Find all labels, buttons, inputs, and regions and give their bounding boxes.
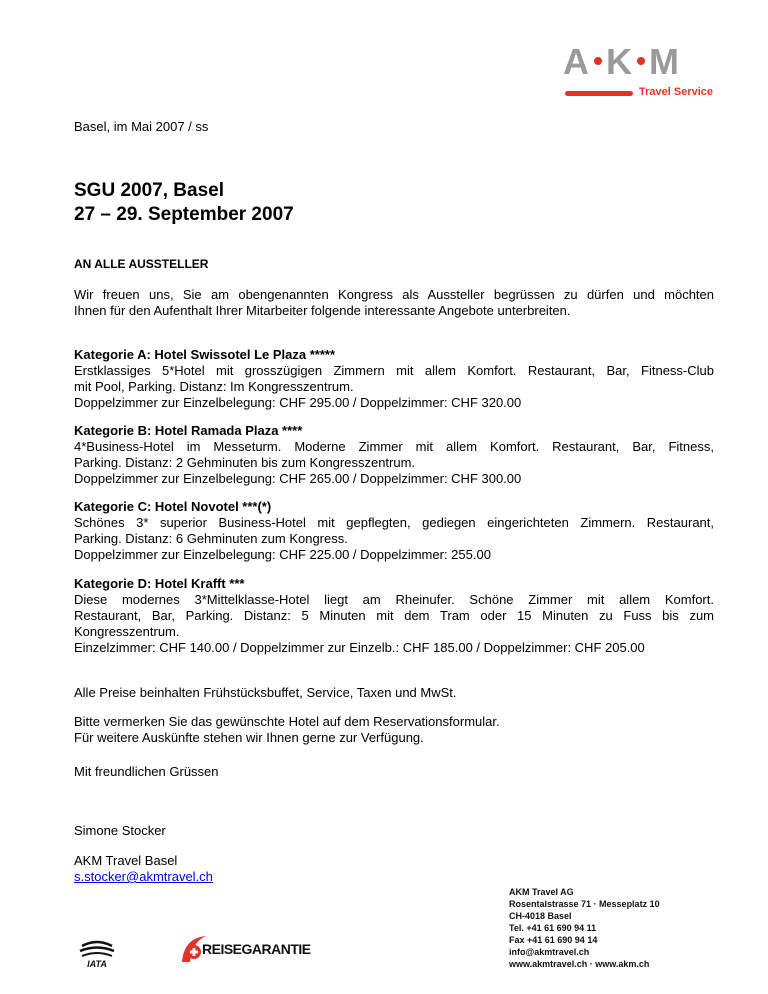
dateline: Basel, im Mai 2007 / ss: [74, 119, 209, 134]
logo-dot: [637, 57, 645, 65]
category-a: [74, 347, 714, 411]
footer-city: CH-4018 Basel: [509, 911, 572, 921]
intro-paragraph: [74, 287, 714, 319]
signature-company: AKM Travel Basel: [74, 853, 178, 868]
page-title: [74, 179, 294, 227]
category-d: [74, 576, 714, 656]
reisegarantie-label: REISEGARANTIE: [202, 941, 311, 957]
footer-phone: Tel. +41 61 690 94 11: [509, 923, 597, 933]
category-heading: Kategorie B: Hotel Ramada Plaza ****: [74, 423, 303, 438]
category-line: mit Pool, Parking. Distanz: Im Kongresszentrum.: [74, 379, 354, 394]
category-line: Kongresszentrum.: [74, 624, 180, 639]
category-price: Doppelzimmer zur Einzelbelegung: CHF 265.00 / Doppelzimmer: CHF 300.00: [74, 471, 522, 486]
title-line-2: 27 – 29. September 2007: [74, 204, 294, 225]
logo-bar: [565, 91, 633, 96]
logo-letter-m: M: [649, 41, 680, 82]
closing-paragraph: [74, 714, 500, 746]
akm-logo: [563, 42, 719, 102]
category-b: [74, 423, 714, 487]
iata-label: IATA: [87, 959, 107, 968]
logo-dot: [594, 57, 602, 65]
footer-address: [509, 886, 660, 970]
logo-letters: [563, 42, 719, 82]
title-line-1: SGU 2007, Basel: [74, 180, 224, 201]
logo-tagline: Travel Service: [639, 86, 714, 98]
category-heading: Kategorie C: Hotel Novotel ***(*): [74, 499, 272, 514]
category-line: 4*Business-Hotel im Messeturm. Moderne Zimmer mit allem Komfort. Restaurant, Bar, Fitness,: [74, 439, 714, 454]
category-line: Restaurant, Bar, Parking. Distanz: 5 Minuten mit dem Tram oder 15 Minuten zu Fuss bis zum: [74, 608, 714, 623]
logo-letter-a: A: [563, 41, 590, 82]
reisegarantie-logo: [180, 932, 311, 968]
footer-email: info@akmtravel.ch: [509, 947, 590, 957]
closing-line: Für weitere Auskünfte stehen wir Ihnen gerne zur Verfügung.: [74, 730, 424, 745]
intro-line: Ihnen für den Aufenthalt Ihrer Mitarbeiter folgende interessante Angebote unterbreiten.: [74, 303, 571, 318]
category-heading: Kategorie A: Hotel Swissotel Le Plaza *****: [74, 347, 336, 362]
footer-company: AKM Travel AG: [509, 887, 574, 897]
signature-block: [74, 853, 213, 885]
category-price: Einzelzimmer: CHF 140.00 / Doppelzimmer zur Einzelb.: CHF 185.00 / Doppelzimmer: CHF 205.00: [74, 640, 645, 655]
iata-logo: [78, 940, 116, 968]
category-heading: Kategorie D: Hotel Krafft ***: [74, 576, 245, 591]
closing-line: Bitte vermerken Sie das gewünschte Hotel auf dem Reservationsformular.: [74, 714, 500, 729]
category-line: Schönes 3* superior Business-Hotel mit gepflegten, gediegen eingerichteten Zimmern. Restaurant,: [74, 515, 714, 530]
signature-name: Simone Stocker: [74, 823, 166, 838]
footer-fax: Fax +41 61 690 94 14: [509, 935, 598, 945]
category-c: [74, 499, 714, 563]
category-line: Erstklassiges 5*Hotel mit grosszügigen Zimmern mit allem Komfort. Restaurant, Bar, Fitness-Club: [74, 363, 714, 378]
prices-note: Alle Preise beinhalten Frühstücksbuffet, Service, Taxen und MwSt.: [74, 685, 457, 700]
intro-line: Wir freuen uns, Sie am obengenannten Kongress als Aussteller begrüssen zu dürfen und möchten: [74, 287, 714, 302]
category-price: Doppelzimmer zur Einzelbelegung: CHF 295.00 / Doppelzimmer: CHF 320.00: [74, 395, 522, 410]
email-link[interactable]: s.stocker@akmtravel.ch: [74, 869, 213, 884]
logo-letter-k: K: [606, 41, 633, 82]
category-price: Doppelzimmer zur Einzelbelegung: CHF 225.00 / Doppelzimmer: 255.00: [74, 547, 491, 562]
footer-websites: www.akmtravel.ch · www.akm.ch: [509, 959, 650, 969]
category-line: Parking. Distanz: 6 Gehminuten zum Kongress.: [74, 531, 348, 546]
iata-globe-icon: [78, 940, 116, 968]
footer-street: Rosentalstrasse 71 · Messeplatz 10: [509, 899, 660, 909]
audience-heading: AN ALLE AUSSTELLER: [74, 257, 209, 271]
category-line: Parking. Distanz: 2 Gehminuten bis zum Kongresszentrum.: [74, 455, 416, 470]
category-line: Diese modernes 3*Mittelklasse-Hotel liegt am Rheinufer. Schöne Zimmer mit allem Komfort.: [74, 592, 714, 607]
greeting: Mit freundlichen Grüssen: [74, 764, 219, 779]
